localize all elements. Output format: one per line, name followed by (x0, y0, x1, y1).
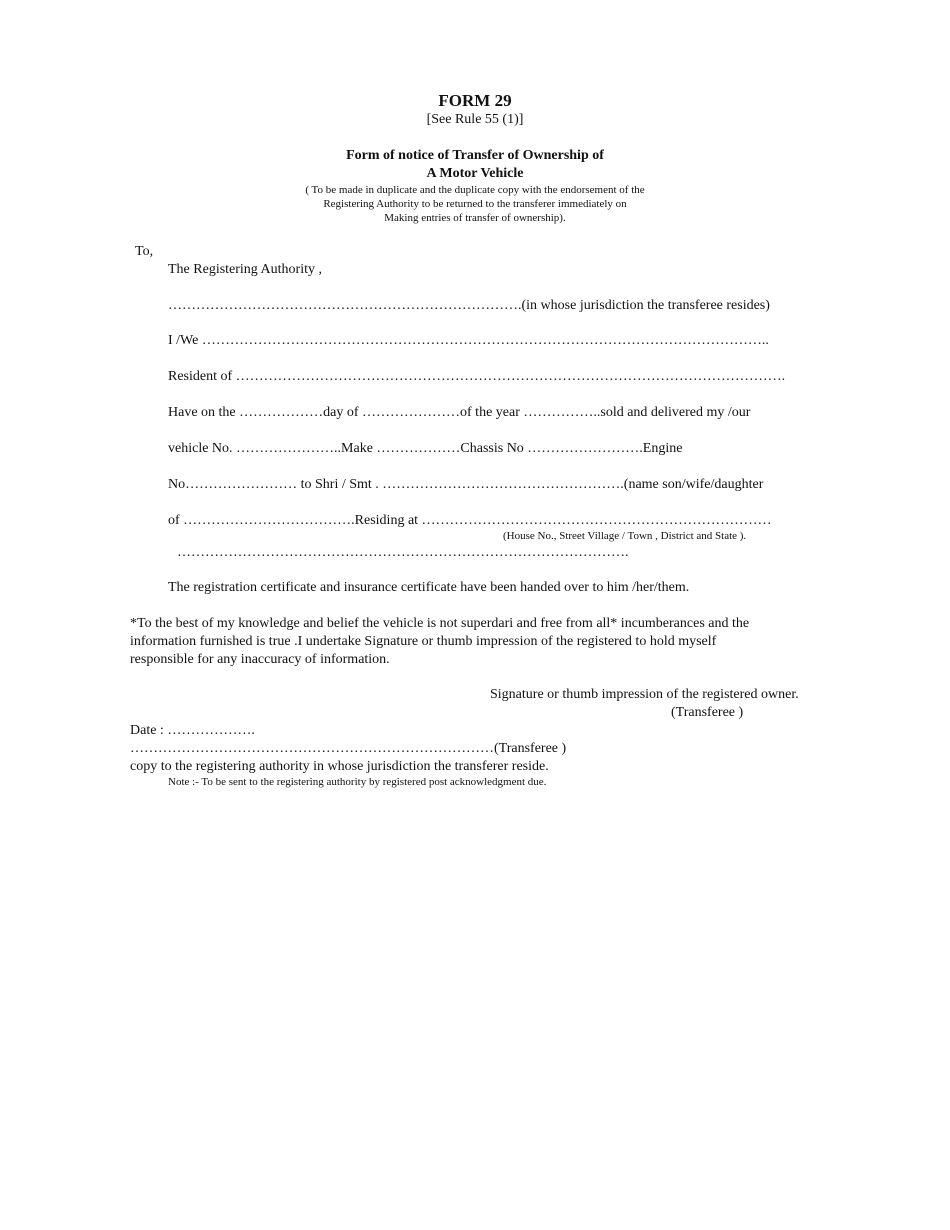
transferee-line-field[interactable]: ……………………………………………………………………(Transferee ) (130, 741, 567, 756)
form-title-line1: Form of notice of Transfer of Ownership of (346, 148, 604, 163)
declaration-line2: information furnished is true .I undertake Signature or thumb impression of the registered to hold myself (130, 634, 717, 649)
iwe-field[interactable]: I /We ………………………………………………………………………………………………………….. (168, 333, 769, 348)
certificates-statement: The registration certificate and insurance certificate have been handed over to him /her/them. (168, 580, 690, 595)
jurisdiction-field[interactable]: ………………………………………………………………….(in whose jurisdiction the transferee resides) (168, 298, 770, 313)
form-title-line2: A Motor Vehicle (426, 166, 524, 181)
vehicle-details-field[interactable]: vehicle No. …………………..Make ………………Chassis No …………………….Engine (168, 441, 683, 456)
rule-reference: [See Rule 55 (1)] (426, 112, 524, 127)
registering-authority-label: The Registering Authority , (168, 262, 322, 277)
to-label: To, (135, 244, 154, 259)
address-hint: (House No., Street Village / Town , District and State ). (503, 530, 747, 542)
copy-instruction: copy to the registering authority in whose jurisdiction the transferer reside. (130, 759, 549, 774)
residing-at-field[interactable]: of ……………………………….Residing at ………………………………………………………………… (168, 513, 772, 528)
declaration-line3: responsible for any inaccuracy of information. (130, 652, 390, 667)
resident-field[interactable]: Resident of ………………………………………………………………………………………………………. (168, 369, 786, 384)
instruction-line2: Registering Authority to be returned to the transferer immediately on (323, 198, 627, 210)
owner-signature-label: Signature or thumb impression of the registered owner. (490, 687, 799, 702)
date-of-sale-field[interactable]: Have on the ………………day of …………………of the year ……………..sold and delivered my /our (168, 405, 751, 420)
transferee-signature-label: (Transferee ) (671, 705, 744, 720)
transferee-name-field[interactable]: No…………………… to Shri / Smt . …………………………………………….(name son/wife/daughter (168, 477, 764, 492)
instruction-line1: ( To be made in duplicate and the duplicate copy with the endorsement of the (305, 184, 645, 196)
address-continuation-field[interactable]: ……………………………………………………………………………………. (177, 545, 629, 560)
footer-note: Note :- To be sent to the registering authority by registered post acknowledgment due. (168, 776, 547, 788)
date-field[interactable]: Date : ………………. (130, 723, 255, 738)
form-number: FORM 29 (438, 91, 512, 110)
declaration-line1: *To the best of my knowledge and belief the vehicle is not superdari and free from all* incumberances and the (130, 616, 750, 631)
instruction-line3: Making entries of transfer of ownership). (384, 212, 566, 224)
